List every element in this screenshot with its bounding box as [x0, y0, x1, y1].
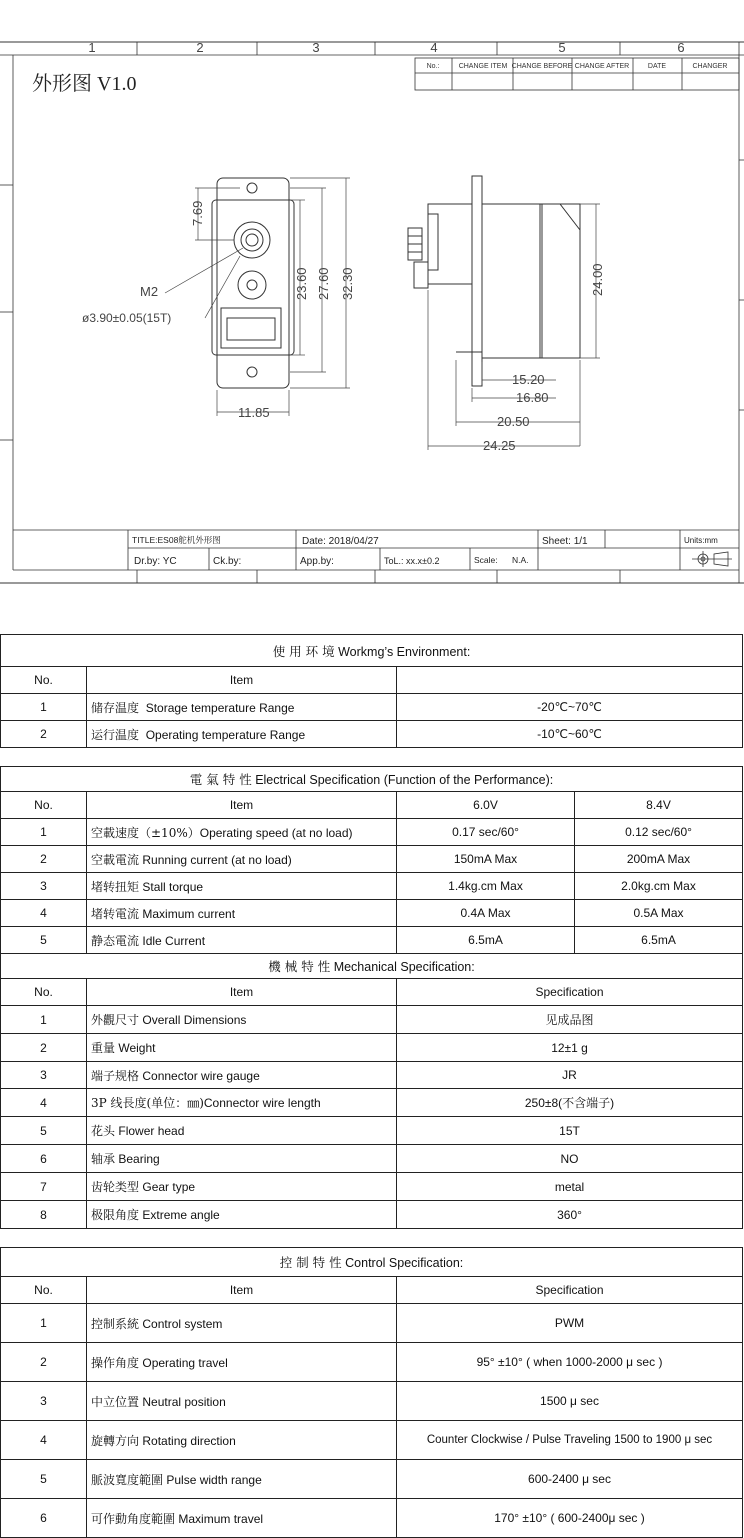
table-row: [1, 1304, 743, 1343]
item-cn: 旋轉方向: [91, 1433, 140, 1448]
table-row: [1, 1145, 743, 1173]
row-no: 4: [1, 900, 87, 927]
table-row: [1, 1173, 743, 1201]
item-en: Idle Current: [142, 933, 206, 948]
table-title-en: Mechanical Specification:: [333, 960, 475, 974]
item-en: Operating travel: [142, 1355, 228, 1370]
rev-header: CHANGE BEFORE: [511, 63, 573, 70]
item-en: Maximum current: [142, 906, 236, 921]
table-row: [1, 1117, 743, 1145]
row-item: [87, 1201, 397, 1229]
row-item: [87, 1062, 397, 1089]
row-no: 4: [1, 1089, 87, 1117]
projection-symbol-icon: [692, 551, 732, 567]
dim-7-69: 7.69: [190, 200, 205, 226]
table-title-en: Control Specification:: [345, 1256, 464, 1270]
item-cn: 花头: [91, 1124, 116, 1138]
row-item: [87, 819, 397, 846]
item-cn: 运行温度: [91, 727, 140, 742]
tb-sheet: Sheet: 1/1: [542, 536, 588, 547]
row-no: 5: [1, 927, 87, 954]
item-cn: 外觀尺寸: [91, 1013, 140, 1027]
item-cn: 轴承: [91, 1152, 116, 1166]
grid-number: 4: [430, 40, 438, 55]
row-no: 1: [1, 1304, 87, 1343]
rev-header: No.:: [426, 63, 440, 70]
tb-checked-by: Ck.by:: [213, 556, 242, 567]
row-value: Counter Clockwise / Pulse Traveling 1500 to 1900 μ sec: [397, 1421, 743, 1460]
dim-20-50: 20.50: [497, 414, 530, 429]
row-item: [87, 1499, 397, 1538]
item-en: Pulse width range: [166, 1472, 262, 1487]
table-title-cn: 電 氣 特 性: [189, 772, 252, 787]
grid-number: 3: [312, 40, 320, 55]
row-value: 250±8(不含端子): [397, 1089, 743, 1117]
item-cn: 3P 线長度(单位：㎜): [91, 1096, 204, 1110]
row-item: [87, 873, 397, 900]
table-header-row: [1, 1277, 743, 1304]
header-specification: Specification: [397, 979, 743, 1006]
header-item: Item: [87, 1277, 397, 1304]
row-item: [87, 900, 397, 927]
front-view: [212, 178, 294, 388]
item-en: Extreme angle: [142, 1208, 220, 1222]
row-no: 3: [1, 873, 87, 900]
table-title-row: [1, 767, 743, 792]
dim-32-30: 32.30: [340, 267, 355, 300]
row-item: [87, 1089, 397, 1117]
item-cn: 端子规格: [91, 1068, 140, 1083]
item-en: Neutral position: [142, 1394, 226, 1409]
row-item: [87, 694, 397, 721]
row-value: 95° ±10° ( when 1000-2000 μ sec ): [397, 1343, 743, 1382]
item-en: Rotating direction: [142, 1433, 236, 1448]
table-title-cn: 控 制 特 性: [279, 1255, 342, 1270]
item-cn: 空載電流: [91, 852, 140, 867]
item-cn: 重量: [91, 1041, 116, 1055]
row-value-8-4v: 6.5mA: [575, 927, 743, 954]
rev-header: CHANGER: [692, 63, 728, 70]
header-no: No.: [1, 792, 87, 819]
row-item: [87, 1304, 397, 1343]
item-en: Operating temperature Range: [145, 727, 306, 742]
row-no: 8: [1, 1201, 87, 1229]
table-header-row: [1, 792, 743, 819]
row-value: 1500 μ sec: [397, 1382, 743, 1421]
row-value: JR: [397, 1062, 743, 1089]
row-item: [87, 1343, 397, 1382]
side-view: [408, 176, 580, 386]
table-row: [1, 1421, 743, 1460]
dim-24-00: 24.00: [590, 263, 605, 296]
row-item: [87, 1421, 397, 1460]
row-item: [87, 1382, 397, 1421]
table-row: [1, 1062, 743, 1089]
item-cn: 脈波寬度範圍: [91, 1472, 164, 1487]
row-item: [87, 1173, 397, 1201]
item-cn: 齿轮类型: [91, 1180, 140, 1194]
item-en: Control system: [142, 1316, 223, 1331]
tb-title: TITLE:ES08舵机外形图: [132, 535, 221, 545]
table-row: [1, 1201, 743, 1229]
rev-header: CHANGE ITEM: [458, 63, 508, 70]
dim-24-25: 24.25: [483, 438, 516, 453]
row-no: 2: [1, 721, 87, 748]
item-cn: 堵转電流: [91, 906, 140, 921]
item-cn: 静态電流: [91, 933, 140, 948]
row-no: 1: [1, 694, 87, 721]
row-no: 6: [1, 1499, 87, 1538]
tb-scale: Scale:: [474, 555, 498, 565]
rev-header: DATE: [647, 63, 667, 70]
row-value: -10℃~60℃: [397, 721, 743, 748]
dim-15-20: 15.20: [512, 372, 545, 387]
row-value: metal: [397, 1173, 743, 1201]
item-en: Gear type: [142, 1180, 196, 1194]
table-title-cn: 機 械 特 性: [268, 959, 331, 974]
dim-11-85: 11.85: [238, 405, 270, 420]
row-no: 1: [1, 1006, 87, 1034]
row-no: 4: [1, 1421, 87, 1460]
item-en: Storage temperature Range: [145, 700, 295, 715]
grid-number: 5: [558, 40, 566, 55]
tb-units: Units:mm: [684, 536, 718, 545]
row-item: [87, 927, 397, 954]
row-value: 12±1 g: [397, 1034, 743, 1062]
item-en: Running current (at no load): [142, 852, 292, 867]
item-en: Connector wire gauge: [142, 1068, 260, 1083]
dim-m2: M2: [140, 284, 159, 299]
table-row: [1, 900, 743, 927]
header-item: Item: [87, 792, 397, 819]
item-en: Overall Dimensions: [142, 1013, 247, 1027]
table-title-row: [1, 954, 743, 979]
item-en: Bearing: [118, 1152, 160, 1166]
row-item: [87, 1034, 397, 1062]
item-cn: 空載速度（±10%）: [91, 825, 200, 840]
tb-drawn-by: Dr.by: YC: [134, 556, 177, 567]
item-cn: 控制系統: [91, 1316, 140, 1331]
row-value-8-4v: 0.5A Max: [575, 900, 743, 927]
table-row: [1, 1460, 743, 1499]
tb-date: Date: 2018/04/27: [302, 536, 379, 547]
table-row: [1, 846, 743, 873]
table-row: [1, 873, 743, 900]
table-row: [1, 1089, 743, 1117]
table-title-en: Electrical Specification (Function of the Performance):: [255, 773, 554, 787]
item-en: Flower head: [118, 1124, 185, 1138]
row-no: 7: [1, 1173, 87, 1201]
table-row: [1, 1006, 743, 1034]
header-8-4v: 8.4V: [575, 792, 743, 819]
tb-tolerance: ToL.: xx.x±0.2: [384, 556, 440, 566]
item-cn: 可作動角度範圍: [91, 1511, 176, 1526]
row-no: 1: [1, 819, 87, 846]
row-item: [87, 1460, 397, 1499]
header-empty: [397, 667, 743, 694]
control-table: [0, 1247, 743, 1538]
item-cn: 中立位置: [91, 1394, 140, 1409]
row-no: 2: [1, 1034, 87, 1062]
item-cn: 极限角度: [91, 1208, 140, 1222]
table-header-row: [1, 979, 743, 1006]
drawing-title: 外形图 V1.0: [32, 73, 137, 95]
dim-16-80: 16.80: [516, 390, 549, 405]
table-title-row: [1, 1248, 743, 1277]
row-item: [87, 1117, 397, 1145]
item-en: Weight: [118, 1041, 156, 1055]
item-en: Operating speed (at no load): [199, 825, 353, 840]
table-row: [1, 694, 743, 721]
header-no: No.: [1, 667, 87, 694]
rev-header: CHANGE AFTER: [574, 63, 630, 70]
tb-scale-value: N.A.: [512, 555, 529, 565]
row-no: 3: [1, 1382, 87, 1421]
item-cn: 操作角度: [91, 1355, 140, 1370]
table-title-row: [1, 635, 743, 667]
table-row: [1, 1382, 743, 1421]
row-value-6v: 0.4A Max: [397, 900, 575, 927]
row-no: 3: [1, 1062, 87, 1089]
row-item: [87, 721, 397, 748]
table-row: [1, 819, 743, 846]
header-item: Item: [87, 667, 397, 694]
tb-approved-by: App.by:: [300, 556, 334, 567]
row-no: 2: [1, 846, 87, 873]
row-no: 5: [1, 1117, 87, 1145]
header-item: Item: [87, 979, 397, 1006]
table-title-cn: 使 用 环 境: [272, 643, 335, 659]
item-cn: 储存温度: [91, 700, 140, 715]
row-value: 170° ±10° ( 600-2400μ sec ): [397, 1499, 743, 1538]
table-header-row: [1, 667, 743, 694]
row-no: 2: [1, 1343, 87, 1382]
row-value: 见成品图: [397, 1006, 743, 1034]
table-row: [1, 721, 743, 748]
row-value-8-4v: 2.0kg.cm Max: [575, 873, 743, 900]
row-value: PWM: [397, 1304, 743, 1343]
row-no: 6: [1, 1145, 87, 1173]
item-cn: 堵转扭矩: [91, 879, 140, 894]
row-value: -20℃~70℃: [397, 694, 743, 721]
table-row: [1, 1499, 743, 1538]
item-en: Stall torque: [142, 879, 204, 894]
electrical-mechanical-table: [0, 766, 743, 1229]
header-no: No.: [1, 979, 87, 1006]
row-no: 5: [1, 1460, 87, 1499]
table-row: [1, 1343, 743, 1382]
row-item: [87, 1145, 397, 1173]
row-value: NO: [397, 1145, 743, 1173]
row-value-6v: 0.17 sec/60°: [397, 819, 575, 846]
row-item: [87, 846, 397, 873]
row-value-6v: 1.4kg.cm Max: [397, 873, 575, 900]
row-value-6v: 150mA Max: [397, 846, 575, 873]
row-item: [87, 1006, 397, 1034]
item-en: Connector wire length: [203, 1096, 321, 1110]
servo-outline-drawing: [0, 0, 744, 600]
grid-number: 1: [88, 40, 96, 55]
dim-23-60: 23.60: [294, 267, 309, 300]
table-row: [1, 927, 743, 954]
row-value-6v: 6.5mA: [397, 927, 575, 954]
row-value-8-4v: 200mA Max: [575, 846, 743, 873]
dim-27-60: 27.60: [316, 267, 331, 300]
table-row: [1, 1034, 743, 1062]
row-value: 600-2400 μ sec: [397, 1460, 743, 1499]
dim-spline: ø3.90±0.05(15T): [82, 311, 172, 325]
row-value: 360°: [397, 1201, 743, 1229]
table-title-en: Workmg’s Environment:: [338, 644, 471, 659]
item-en: Maximum travel: [178, 1511, 264, 1526]
row-value: 15T: [397, 1117, 743, 1145]
row-value-8-4v: 0.12 sec/60°: [575, 819, 743, 846]
environment-table: [0, 634, 743, 748]
grid-number: 6: [677, 40, 685, 55]
grid-number: 2: [196, 40, 204, 55]
header-specification: Specification: [397, 1277, 743, 1304]
header-no: No.: [1, 1277, 87, 1304]
header-6v: 6.0V: [397, 792, 575, 819]
